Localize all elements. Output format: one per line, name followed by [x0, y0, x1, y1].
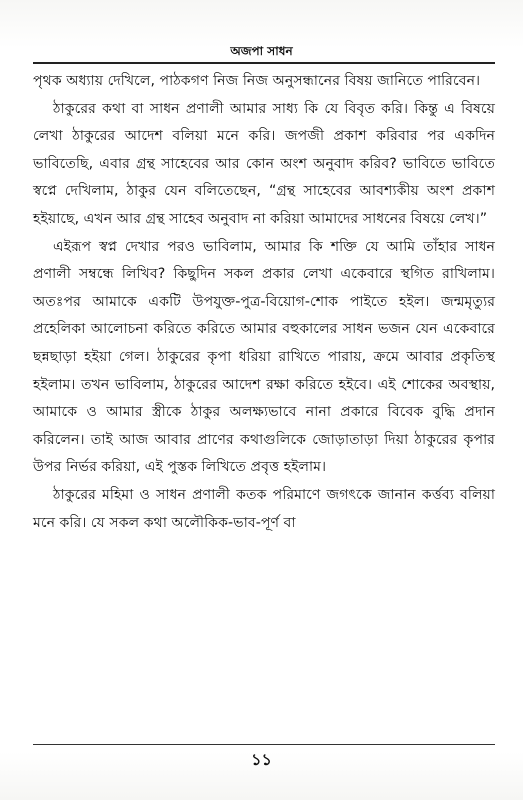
body-text [33, 68, 495, 537]
paragraph: ঠাকুরের কথা বা সাধন প্রণালী আমার সাধ্য কি যে বিবৃত করি। কিন্তু এ বিষয়ে লেখা ঠাকুরের আদেশ বলিয়া মনে করি। জপজী প্রকাশ করিবার পর একদিন ভাবিতেছি, এবার গ্রন্থ সাহেবের আর কোন অংশ অনুবাদ করিব? ভাবিতে ভাবিতে স্বপ্নে দেখিলাম, ঠাকুর যেন বলিতেছেন, “গ্রন্থ সাহেবের আবশ্যকীয় অংশ প্রকাশ হইয়াছে, এখন আর গ্রন্থ সাহেব অনুবাদ না করিয়া আমাদের সাধনের বিষয়ে লেখ।” [33, 100, 495, 227]
footer-rule [33, 744, 495, 745]
paragraph: এইরূপ স্বপ্ন দেখার পরও ভাবিলাম, আমার কি শক্তি যে আমি তাঁহার সাধন প্রণালী সম্বন্ধে লিখিব? কিছুদিন সকল প্রকার লেখা একেবারে স্থগিত রাখিলাম। অতঃপর আমাকে একটি উপযুক্ত-পুত্র-বিয়োগ-শোক পাইতে হইল। জন্মমৃত্যুর প্রহেলিকা আলোচনা করিতে করিতে আমার বহুকালের সাধন ভজন যেন একেবারে ছন্নছাড়া হইয়া গেল। ঠাকুরের কৃপা ধরিয়া রাখিতে পারায়, ক্রমে আবার প্রকৃতিস্থ হইলাম। তখন ভাবিলাম, ঠাকুরের আদেশ রক্ষা করিতে হইবে। এই শোকের অবস্থায়, আমাকে ও আমার স্ত্রীকে ঠাকুর অলক্ষ্যভাবে নানা প্রকারে বিবেক বুদ্ধি প্রদান করিলেন। তাই আজ আবার প্রাণের কথাগুলিকে জোড়াতাড়া দিয়া ঠাকুরের কৃপার উপর নির্ভর করিয়া, এই পুস্তক লিখিতে প্রবৃত্ত হইলাম। [33, 238, 495, 476]
header-rule [33, 62, 495, 64]
running-title: অজপা সাধন [230, 44, 293, 58]
paragraph-continuation: পৃথক অধ্যায় দেখিলে, পাঠকগণ নিজ নিজ অনুসন্ধানের বিষয় জানিতে পারিবেন। [33, 73, 481, 89]
paragraph: ঠাকুরের মহিমা ও সাধন প্রণালী কতক পরিমাণে জগৎকে জানান কর্ত্তব্য বলিয়া মনে করি। যে সকল কথা অলৌকিক-ভাব-পূর্ণ বা [33, 486, 495, 531]
page-number: ১১ [251, 750, 272, 769]
